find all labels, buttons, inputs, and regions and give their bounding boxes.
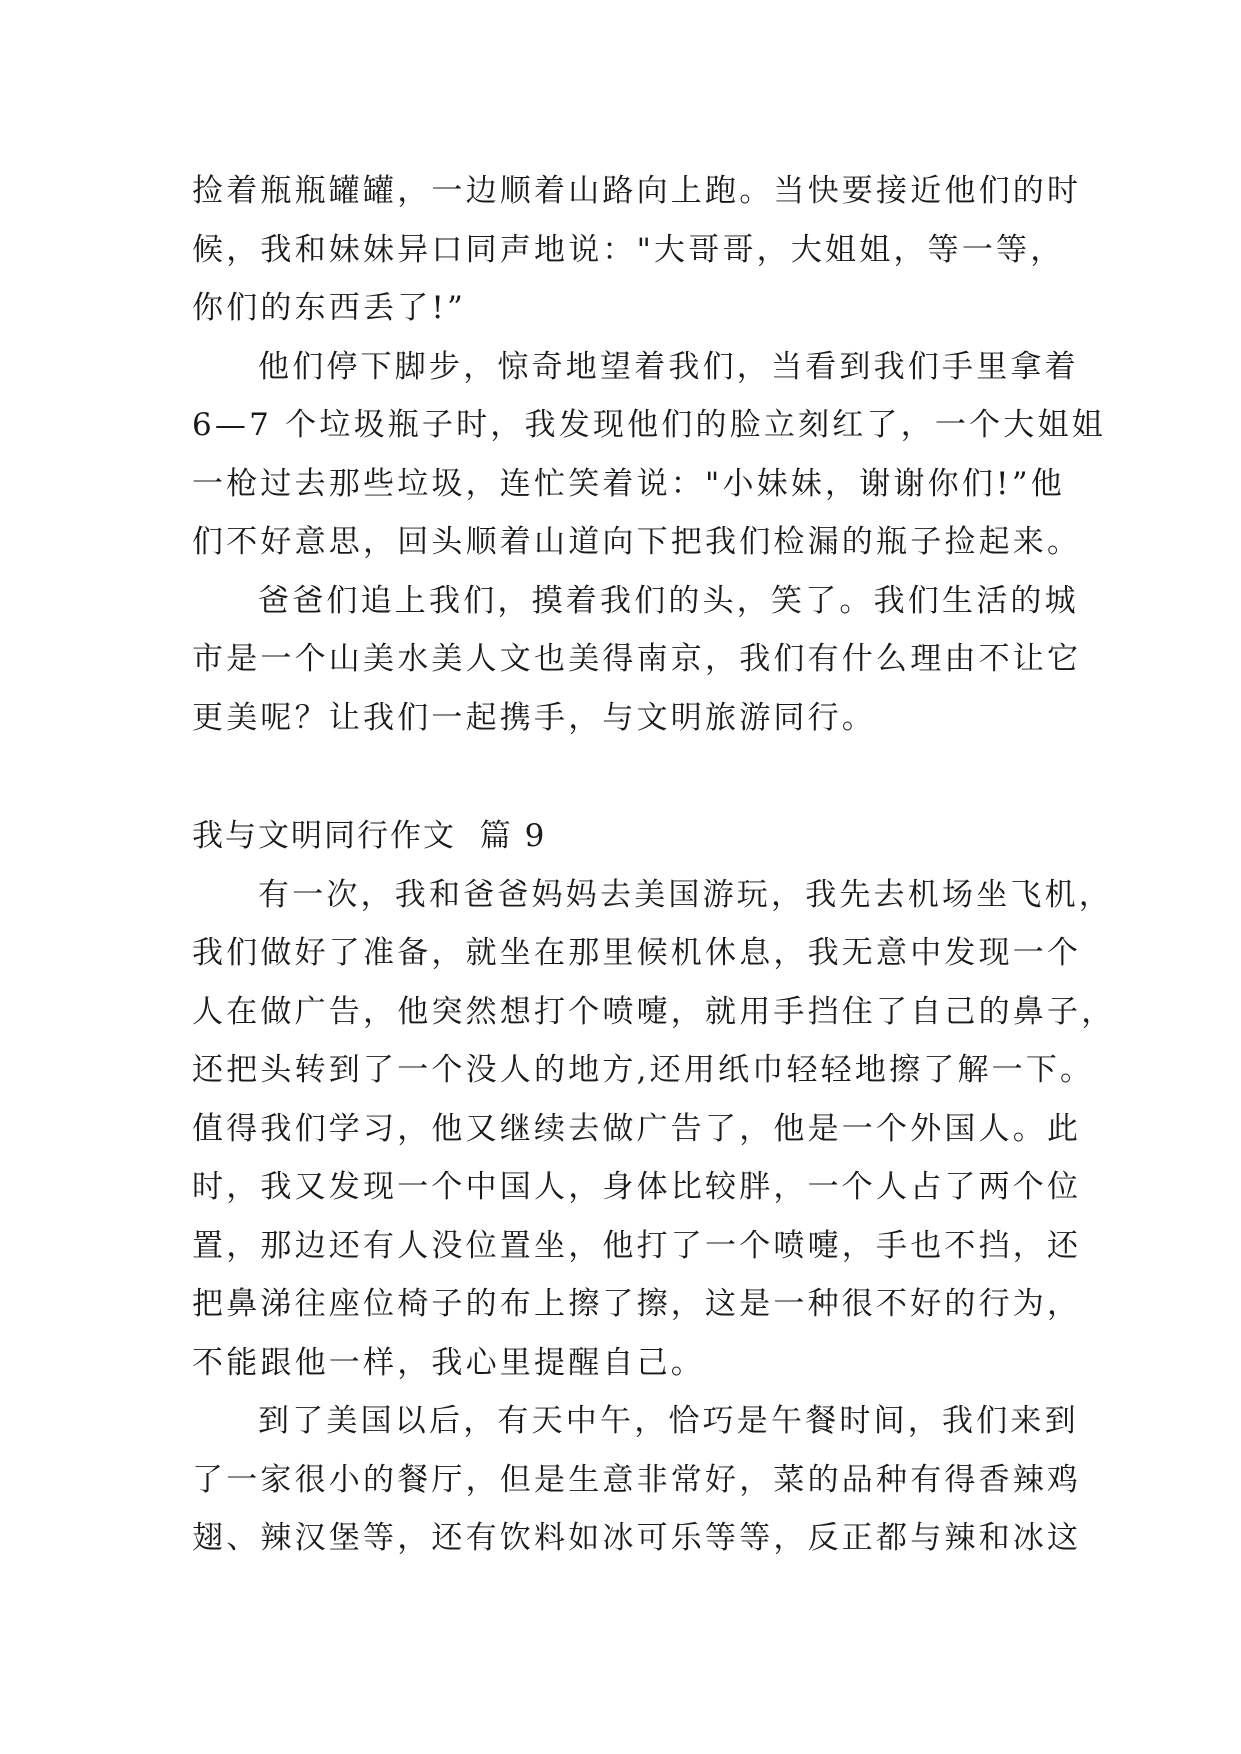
text-line: 值得我们学习，他又继续去做广告了，他是一个外国人。此 bbox=[192, 1110, 1082, 1147]
essay-number: 篇 9 bbox=[479, 818, 547, 854]
text-line: 市是一个山美水美人文也美得南京，我们有什么理由不让它 bbox=[192, 641, 1082, 677]
text-line: 时，我又发现一个中国人，身体比较胖，一个人占了两个位 bbox=[192, 1169, 1082, 1205]
text-line: 翅、辣汉堡等，还有饮料如冰可乐等等，反正都与辣和冰这 bbox=[192, 1520, 1082, 1556]
paragraph-conclusion bbox=[192, 572, 1082, 748]
paragraph-restaurant bbox=[192, 1392, 1082, 1568]
paragraph-airport bbox=[192, 866, 1116, 1393]
text-line: 捡着瓶瓶罐罐，一边顺着山路向上跑。当快要接近他们的时 bbox=[192, 173, 1082, 209]
text-line: 不能跟他一样，我心里提醒自己。 bbox=[192, 1344, 705, 1381]
essay-heading bbox=[192, 807, 1060, 866]
document-body bbox=[192, 162, 1116, 1568]
text-line: 人在做广告，他突然想打个喷嚏，就用手挡住了自己的鼻子， bbox=[192, 993, 1116, 1030]
text-line: 还把头转到了一个没人的地方,还用纸巾轻轻地擦了解一下。 bbox=[192, 1052, 1095, 1088]
text-line: 更美呢？让我们一起携手，与文明旅游同行。 bbox=[192, 699, 876, 736]
paragraph-stop bbox=[192, 338, 1106, 572]
text-line: 到了美国以后，有天中午，恰巧是午餐时间，我们来到 bbox=[258, 1403, 1079, 1439]
text-line: 他们停下脚步，惊奇地望着我们，当看到我们手里拿着 bbox=[258, 348, 1079, 385]
text-line: 置，那边还有人没位置坐，他打了一个喷嚏，手也不挡，还 bbox=[192, 1227, 1082, 1264]
paragraph-continuation bbox=[192, 162, 1082, 338]
text-line: 有一次，我和爸爸妈妈去美国游玩，我先去机场坐飞机， bbox=[258, 876, 1113, 913]
text-line: 我们做好了准备，就坐在那里候机休息，我无意中发现一个 bbox=[192, 935, 1082, 971]
text-line: 把鼻涕往座位椅子的布上擦了擦，这是一种很不好的行为， bbox=[192, 1286, 1082, 1322]
section-spacer bbox=[192, 747, 1060, 807]
text-line: 了一家很小的餐厅，但是生意非常好，菜的品种有得香辣鸡 bbox=[192, 1461, 1082, 1498]
text-line: 一枪过去那些垃圾，连忙笑着说："小妹妹，谢谢你们!”他 bbox=[192, 465, 1065, 502]
text-line: 们不好意思，回头顺着山道向下把我们检漏的瓶子捡起来。 bbox=[192, 524, 1082, 560]
text-line: 候，我和妹妹异口同声地说："大哥哥，大姐姐，等一等， bbox=[192, 231, 1065, 268]
text-line: 你们的东西丢了!” bbox=[192, 290, 467, 326]
essay-title: 我与文明同行作文 bbox=[192, 818, 456, 854]
text-line: 爸爸们追上我们，摸着我们的头，笑了。我们生活的城 bbox=[258, 582, 1079, 619]
text-line: 6—7 个垃圾瓶子时，我发现他们的脸立刻红了，一个大姐姐 bbox=[192, 407, 1106, 443]
